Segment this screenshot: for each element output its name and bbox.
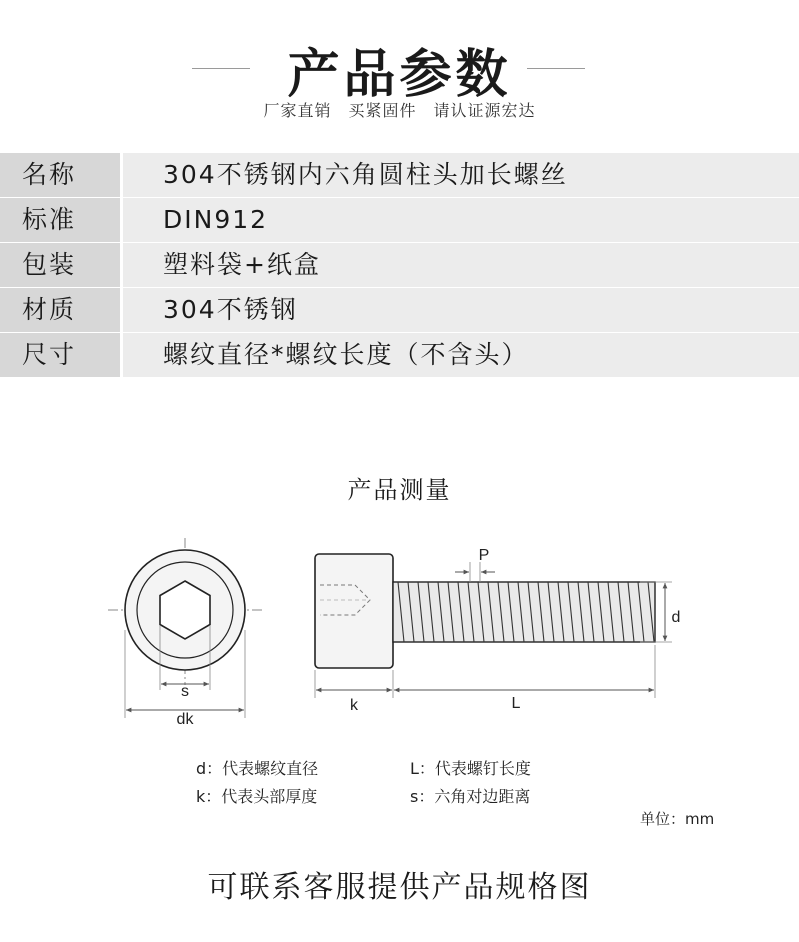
dim-label-dk: dk xyxy=(176,711,194,728)
spec-row xyxy=(0,288,799,333)
spec-label: 包装 xyxy=(0,243,120,287)
spec-row xyxy=(0,153,799,198)
spec-value: DIN912 xyxy=(123,198,799,242)
dim-label-d: d xyxy=(671,609,681,626)
legend-right xyxy=(410,755,531,811)
dim-label-L: L xyxy=(511,695,521,712)
header xyxy=(0,28,799,105)
legend-left xyxy=(196,755,318,811)
spec-label: 标准 xyxy=(0,198,120,242)
unit-note: 单位：mm xyxy=(640,810,715,828)
screw-diagram xyxy=(0,530,799,730)
spec-row xyxy=(0,198,799,243)
legend-item-L: L：代表螺钉长度 xyxy=(410,759,531,778)
spec-value: 螺纹直径*螺纹长度（不含头） xyxy=(123,333,799,377)
dim-label-s: s xyxy=(181,683,189,700)
legend-item-s: s：六角对边距离 xyxy=(410,787,531,806)
title-divider-right xyxy=(527,68,585,69)
spec-value: 304不锈钢内六角圆柱头加长螺丝 xyxy=(123,153,799,197)
spec-label: 材质 xyxy=(0,288,120,332)
spec-label: 尺寸 xyxy=(0,333,120,377)
dim-label-p: P xyxy=(478,547,490,564)
spec-value: 304不锈钢 xyxy=(123,288,799,332)
legend-item-d: d：代表螺纹直径 xyxy=(196,759,319,778)
spec-row xyxy=(0,333,799,378)
footer-note: 可联系客服提供产品规格图 xyxy=(207,870,592,905)
spec-value: 塑料袋+纸盒 xyxy=(123,243,799,287)
measure-title: 产品测量 xyxy=(347,476,452,504)
spec-row xyxy=(0,243,799,288)
page-subtitle: 厂家直销 买紧固件 请认证源宏达 xyxy=(263,101,536,120)
spec-table xyxy=(0,153,799,378)
screw-side-view xyxy=(315,554,672,698)
page-title: 产品参数 xyxy=(287,45,512,105)
dim-label-k: k xyxy=(350,697,358,714)
spec-label: 名称 xyxy=(0,153,120,197)
legend-item-k: k：代表头部厚度 xyxy=(196,787,318,806)
